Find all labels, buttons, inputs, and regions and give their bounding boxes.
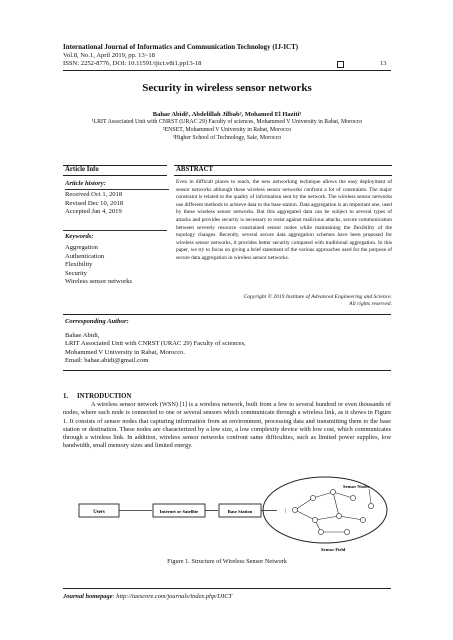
keyword-item: Wireless sensor networks (65, 278, 133, 286)
intro-number: 1. (63, 393, 69, 400)
intro-heading (63, 393, 131, 400)
copyright (176, 294, 392, 309)
intro-text: A wireless sensor network (WSN) [1] is a wireless network, built from a few to several hundred or even thousands of nodes, where each node is connected to one or several sensors which communicate through a wireless link, as it shows in Figure 1. It consists of sensor nodes that capturing information from an environment, processing data and transmitting them to the base station or destination. These nodes are characterized by a low size, a low complexity device with low cost, which communicates through a wireless link. In addition, wireless sensor networks confront same difficulties, such as limited power supplies, low bandwidth, small memory sizes and limited energy. (63, 401, 391, 450)
history-accepted: Accepted Jan 4, 2019 (65, 208, 122, 216)
page-number: 13 (380, 60, 387, 67)
sensor-node-icon (344, 529, 349, 534)
sensor-node-icon (310, 495, 315, 500)
sensor-nodes (292, 489, 373, 534)
page-box-icon (337, 61, 344, 68)
figure-caption: Figure 1. Structure of Wireless Sensor Network (167, 558, 287, 565)
homepage-url[interactable]: : http://iaescore.com/journals/index.php/IJICT (112, 593, 233, 600)
journal-title: International Journal of Informatics and Communication Technology (IJ-ICT) (63, 43, 299, 51)
sensor-nodes-label: Sensor Nodes (343, 484, 370, 489)
article-info-heading: Article Info (65, 166, 99, 173)
journal-volume: Vol.8, No.1, April 2019, pp. 13~18 (63, 51, 155, 59)
base-station-box-label: Base Station (227, 509, 253, 514)
intro-title: INTRODUCTION (77, 393, 132, 400)
affiliation-3: ³Higher School of Technology, Sale, Morocco (172, 134, 282, 141)
sensor-node-icon (368, 503, 373, 508)
corresponding-university: Mohammed V University in Rabat, Morocco. (65, 348, 186, 356)
journal-homepage (63, 593, 232, 600)
sensor-nodes-pointer (369, 489, 371, 503)
history-list (65, 191, 169, 216)
corresponding-heading: Corresponding Author: (65, 318, 129, 325)
keyword-item: Flexibility (65, 261, 93, 269)
link-marker-icon: | (285, 509, 287, 514)
keywords-list (65, 244, 169, 286)
keyword-item: Security (65, 269, 87, 277)
affiliation-1: ¹LRIT Associated Unit with CNRST (URAC 29) Faculty of sciences, Mohammed V University in Rabat, Morocco (91, 119, 363, 125)
abstract-heading: ABSTRACT (176, 166, 214, 173)
sensor-node-icon (318, 529, 323, 534)
sensor-node-icon (360, 517, 365, 522)
article-info-top-rule (63, 165, 167, 166)
journal-issn: ISSN: 2252-8776, DOI: 10.11591/ijict.v8i1.pp13-18 (63, 60, 202, 68)
abstract-bottom-rule (174, 175, 392, 176)
article-info-bottom-rule (63, 175, 167, 176)
sensor-node-icon (336, 513, 341, 518)
sensor-node-icon (350, 495, 355, 500)
abstract-top-rule (174, 165, 392, 166)
journal-header (63, 43, 298, 69)
corresponding-details (65, 332, 385, 366)
history-label: Article history: (65, 180, 106, 187)
wsn-structure-diagram (63, 468, 391, 554)
users-box-label: Users (93, 510, 105, 515)
paper-title: Security in wireless sensor networks (142, 82, 312, 94)
article-history (65, 180, 169, 217)
history-revised: Revised Dec 10, 2018 (65, 199, 124, 207)
keywords-rule (63, 230, 167, 231)
keyword-item: Authentication (65, 252, 105, 260)
keywords-block (65, 233, 169, 286)
header-rule (63, 70, 391, 71)
sensor-node-icon (312, 517, 317, 522)
keyword-item: Aggregation (65, 244, 98, 252)
homepage-label: Journal homepage (63, 593, 113, 600)
sensor-node-icon (330, 489, 335, 494)
corresponding-email: Email: bahae.abidi@gmail.com (65, 357, 149, 365)
corresponding-top-rule (63, 314, 391, 315)
footer-rule (63, 588, 391, 589)
corresponding-bottom-rule (63, 370, 391, 371)
affiliations (63, 119, 391, 142)
sensor-field-label: Sensor Field (321, 547, 346, 552)
corresponding-affiliation: LRIT Associated Unit with CNRST (URAC 29) Faculty of sciences, (65, 340, 246, 348)
keywords-label: Keywords: (65, 233, 94, 240)
copyright-line-2: All rights reserved. (349, 301, 392, 308)
copyright-line-1: Copyright © 2019 Institute of Advanced Engineering and Science. (243, 294, 392, 300)
history-rule (65, 189, 169, 190)
history-received: Received Oct 1, 2018 (65, 191, 123, 199)
paper-authors: Bahae Abidi¹, Abdelillah Jilbab², Mohamed El Haziti³ (152, 111, 302, 118)
internet-box-label: Internet or Satellite (159, 509, 199, 514)
corresponding-name: Bahae Abidi, (65, 332, 100, 339)
sensor-node-icon (292, 507, 297, 512)
abstract-text: Even in difficult places to reach, the new networking technique allows the easy deployment of sensor networks although these wireless sensor networks confront a lot of constraints. The major constraint is related to the quality of information sent by the network. The wireless sensor networks use different methods to achieve data to the base station. Data aggregation is an important one, used by these wireless sensor networks. But this aggregated data can be subject to several types of attacks and provides security is necessary to resist against malicious attacks, secure communication between severely resource constrained sensor nodes while maintaining the flexibility of the topology changes. Recently, several secure data aggregation schemes have been proposed for wireless sensor networks, it provides better security compared with traditional aggregation. In this paper, we try to focus on giving a brief statement of the various approaches used for the purpose of secure data aggregation in wireless sensor networks. (176, 179, 392, 261)
affiliation-2: ²ENSET, Mohammed V University in Rabat, Morocco (162, 126, 292, 133)
